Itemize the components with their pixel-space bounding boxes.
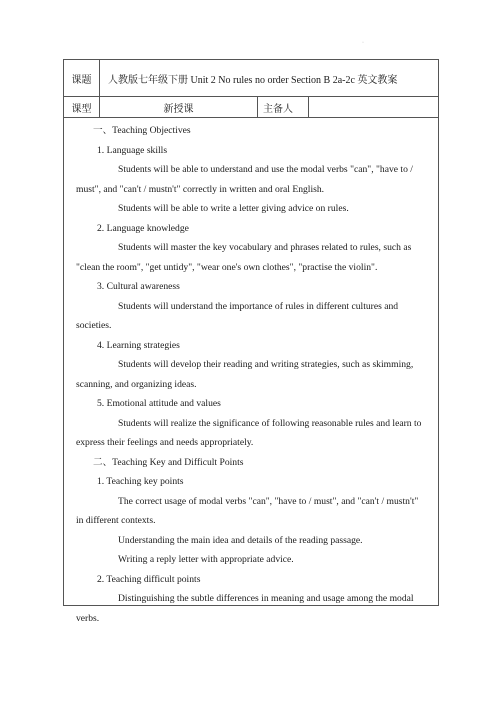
type-value: 新授课	[100, 97, 258, 117]
subheading-emotional-attitude: 5. Emotional attitude and values	[97, 398, 221, 409]
subheading-teaching-key-points: 1. Teaching key points	[97, 476, 184, 487]
corner-mark: ·	[362, 40, 364, 46]
paragraph: Students will master the key vocabulary and phrases related to rules, such as "clean the room", "get untidy", "wear one's own clothes", "practise the violin".	[76, 242, 412, 273]
type-row	[64, 97, 438, 118]
paragraph: Understanding the main idea and details of the reading passage.	[118, 534, 363, 546]
paragraph: Students will be able to write a letter giving advice on rules.	[118, 203, 349, 214]
preparer-label: 主备人	[258, 97, 309, 117]
lesson-plan-table	[63, 59, 439, 624]
subheading-teaching-difficult-points: 2. Teaching difficult points	[97, 573, 201, 585]
paragraph: Distinguishing the subtle differences in meaning and usage among the modal verbs.	[76, 593, 414, 624]
subheading-learning-strategies: 4. Learning strategies	[97, 339, 180, 351]
paragraph: Writing a reply letter with appropriate advice.	[118, 554, 294, 565]
paragraph: The correct usage of modal verbs "can", "have to / must", and "can't / mustn't" in different contexts.	[76, 495, 419, 526]
title-label: 课题	[64, 60, 100, 96]
paragraph: Students will develop their reading and writing strategies, such as skimming, scanning, and organizing ideas.	[76, 359, 414, 390]
lesson-title: 人教版七年级下册 Unit 2 No rules no order Section B 2a-2c 英文教案	[108, 74, 398, 86]
subheading-language-knowledge: 2. Language knowledge	[97, 222, 189, 234]
subheading-cultural-awareness: 3. Cultural awareness	[97, 281, 180, 292]
preparer-value	[309, 97, 438, 117]
paragraph: Students will be able to understand and use the modal verbs "can", "have to / must", and "can't / mustn't" correctly in written and oral English.	[76, 164, 413, 195]
section-heading-key-points: 二、Teaching Key and Difficult Points	[93, 456, 244, 468]
paragraph: Students will realize the significance of following reasonable rules and learn to express their feelings and needs appropriately.	[76, 417, 422, 448]
paragraph: Students will understand the importance of rules in different cultures and societies.	[76, 300, 399, 331]
section-heading-objectives: 一、Teaching Objectives	[93, 125, 191, 136]
subheading-language-skills: 1. Language skills	[97, 144, 168, 156]
lesson-content	[64, 118, 438, 624]
title-row	[64, 60, 438, 97]
type-label: 课型	[64, 97, 100, 117]
